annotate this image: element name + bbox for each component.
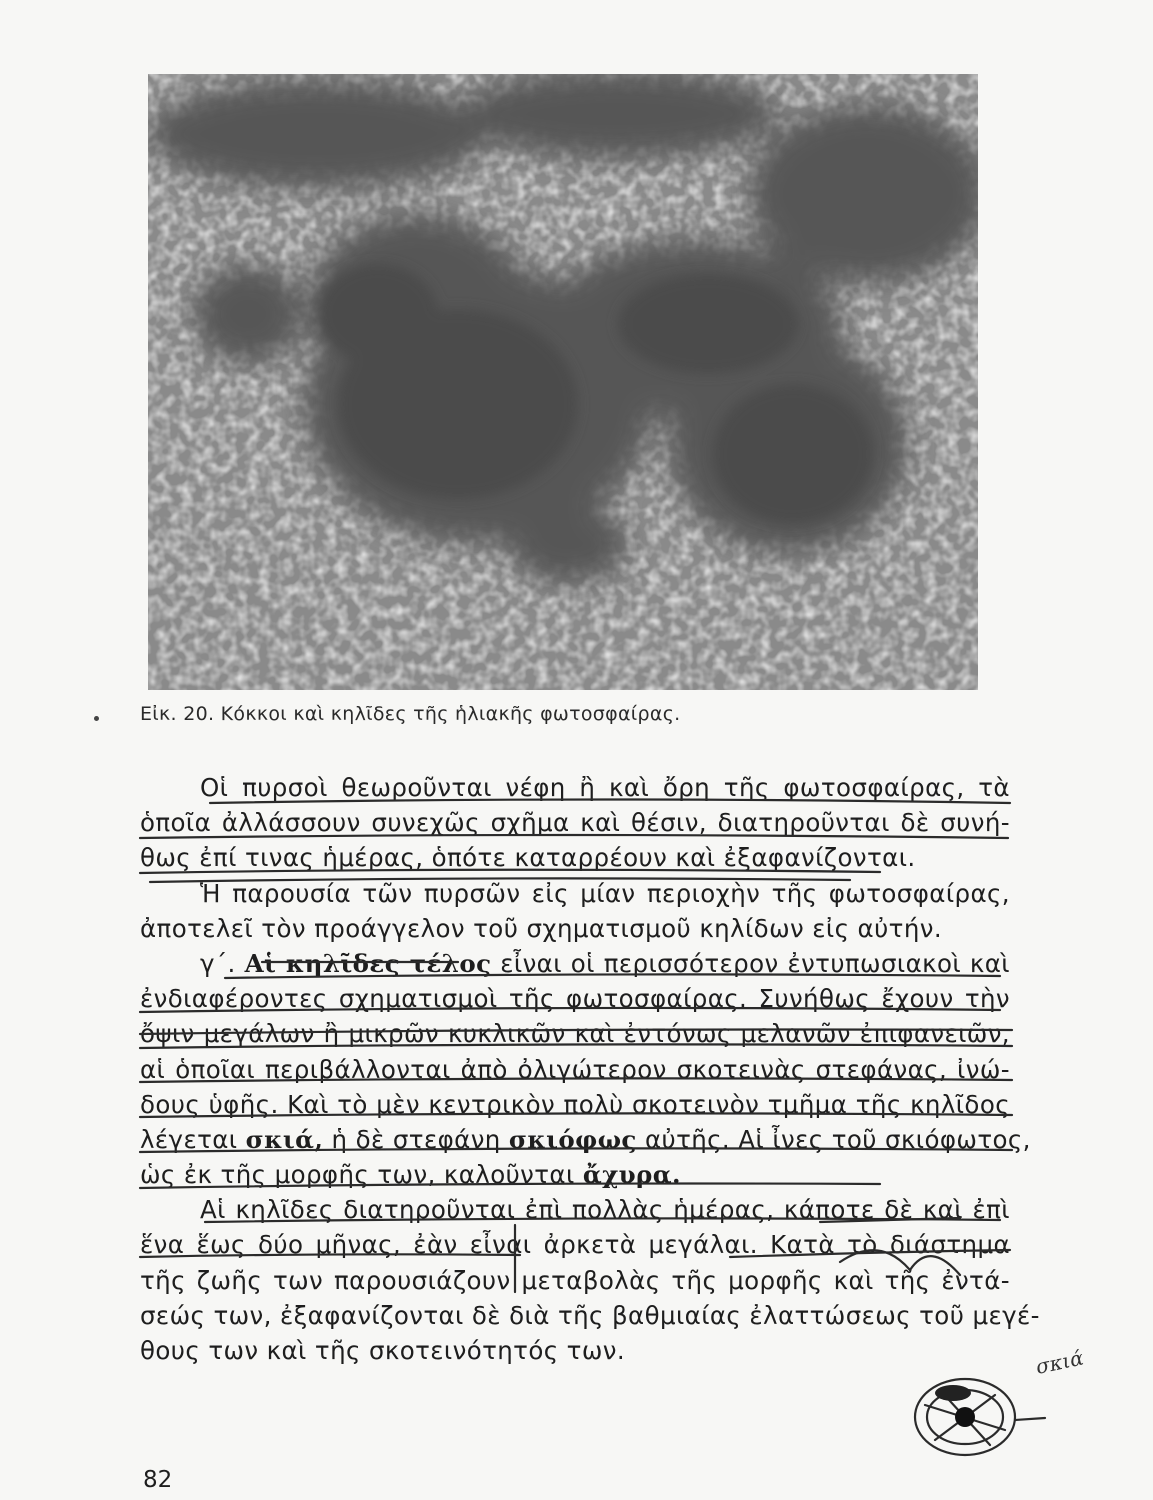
text-line: [140, 1157, 1010, 1192]
bold-term-skia: σκιά,: [245, 1124, 324, 1154]
text-span: αὐτῆς. Αἱ ἶνες τοῦ σκιόφωτος,: [636, 1124, 1031, 1154]
text-span: ὡς ἐκ τῆς μορφῆς των, καλοῦνται: [140, 1160, 583, 1190]
text-line: σεώς των, ἐξαφανίζονται δὲ διὰ τῆς βαθμιαίας ἐλαττώσεως τοῦ μεγέ-: [140, 1300, 1040, 1330]
text-line: [140, 1122, 1031, 1157]
text-line: ἀποτελεῖ τὸν προάγγελον τοῦ σχηματισμοῦ κηλίδων εἰς αὐτήν.: [140, 913, 943, 943]
handwritten-note: σκιά: [1033, 1345, 1086, 1379]
text-line: θους των καὶ τῆς σκοτεινότητός των.: [140, 1336, 626, 1365]
text-line: ὁποῖα ἀλλάσσουν συνεχῶς σχῆμα καὶ θέσιν, διατηροῦνται δὲ συνή-: [140, 808, 1010, 838]
body-text: [140, 770, 1040, 1368]
text-line: τῆς ζωῆς των παρουσιάζουν μεταβολὰς τῆς μορφῆς καὶ τῆς ἐντά-: [140, 1265, 1010, 1295]
page-number: 82: [143, 1467, 173, 1493]
text-line: Αἱ κηλῖδες διατηροῦνται ἐπὶ πολλὰς ἡμέρας, κάποτε δὲ καὶ ἐπὶ: [200, 1195, 1010, 1225]
sunspot-photograph: [148, 74, 978, 690]
text-line: Οἱ πυρσοὶ θεωροῦνται νέφη ἢ καὶ ὄρη τῆς φωτοσφαίρας, τὰ: [200, 773, 1010, 802]
text-line: ὄψιν μεγάλων ἢ μικρῶν κυκλικῶν καὶ ἐντόνως μελανῶν ἐπιφανειῶν,: [140, 1019, 1010, 1049]
text-line: αἱ ὁποῖαι περιβάλλονται ἀπὸ ὀλιγώτερον σκοτεινὰς στεφάνας, ἰνώ-: [140, 1054, 1010, 1084]
photo-graphic: [148, 74, 978, 690]
figure-caption: Εἰκ. 20. Κόκκοι καὶ κηλῖδες τῆς ἡλιακῆς φωτοσφαίρας.: [140, 703, 681, 725]
text-line-section-gamma: [140, 946, 1010, 981]
margin-dot: [94, 716, 99, 721]
section-label: γ΄.: [200, 948, 245, 978]
text-line: ἐνδιαφέροντες σχηματισμοὶ τῆς φωτοσφαίρας. Συνήθως ἔχουν τὴν: [140, 984, 1010, 1014]
text-span: λέγεται: [140, 1124, 246, 1154]
sunspot-sketch-icon: [915, 1379, 1015, 1455]
text-line: θως ἐπί τινας ἡμέρας, ὁπότε καταρρέουν καὶ ἐξαφανίζονται.: [140, 843, 916, 873]
text-span: ἡ δὲ στεφάνη: [323, 1124, 509, 1154]
text-line: ἕνα ἕως δύο μῆνας, ἐὰν εἶναι ἀρκετὰ μεγάλαι. Κατὰ τὸ διάστημα: [140, 1230, 1010, 1260]
text-span: εἶναι οἱ περισσότερον ἐντυπωσιακοὶ καὶ: [491, 948, 1010, 978]
bold-term-skiofos: σκιόφως: [508, 1124, 637, 1154]
text-line: δους ὑφῆς. Καὶ τὸ μὲν κεντρικὸν πολὺ σκοτεινὸν τμῆμα τῆς κηλῖδος: [140, 1089, 1010, 1119]
bold-term-achyra: ἄχυρα.: [582, 1160, 681, 1190]
text-line: Ἡ παρουσία τῶν πυρσῶν εἰς μίαν περιοχὴν τῆς φωτοσφαίρας,: [200, 878, 1010, 908]
bold-term: Αἱ κηλῖδες τέλος: [244, 948, 492, 978]
